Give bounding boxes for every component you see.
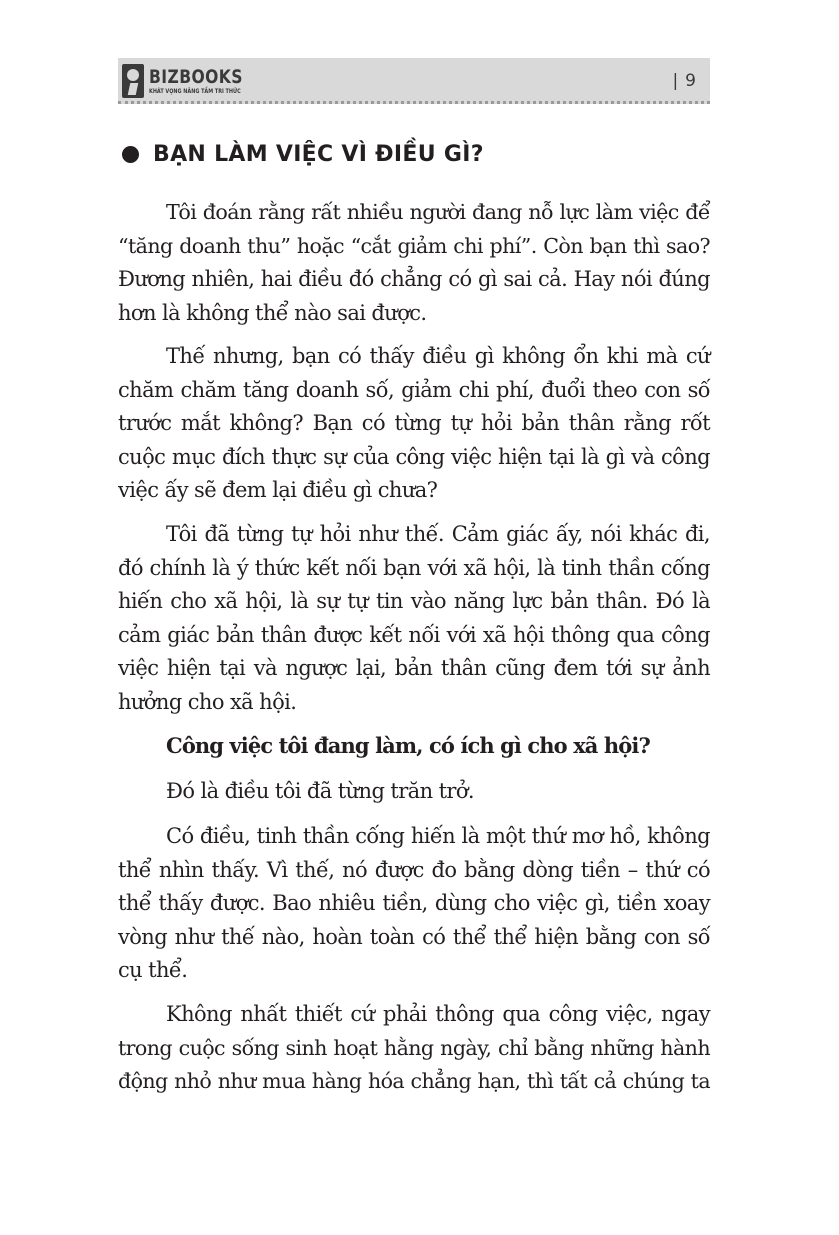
page-number — [672, 71, 696, 91]
text-line: Không nhất thiết cứ phải thông qua công việc, ngay — [166, 1002, 710, 1026]
text-line: việc hiện tại và ngược lại, bản thân cũng đem tới sự ảnh — [118, 656, 710, 680]
text-line: hơn là không thể nào sai được. — [118, 300, 427, 325]
text-line: Đương nhiên, hai điều đó chẳng có gì sai cả. Hay nói đúng — [118, 267, 710, 291]
text-line: hiến cho xã hội, là sự tự tin vào năng lực bản thân. Đó là — [118, 589, 710, 613]
text-line: hưởng cho xã hội. — [118, 689, 297, 714]
section-title: BẠN LÀM VIỆC VÌ ĐIỀU GÌ? — [153, 141, 484, 167]
page-number-value: 9 — [685, 71, 696, 91]
paragraph-5: Đó là điều tôi đã từng trăn trở. — [166, 779, 474, 803]
text-line: thể nhìn thấy. Vì thế, nó được đo bằng dòng tiền – thứ có — [118, 857, 710, 882]
text-line: trước mắt không? Bạn có từng tự hỏi bản thân rằng rốt — [118, 411, 710, 435]
text-line: “tăng doanh thu” hoặc “cắt giảm chi phí”. Còn bạn thì sao? — [118, 233, 710, 258]
text-line: cuộc mục đích thực sự của công việc hiện tại là gì và công — [118, 444, 710, 469]
running-header — [118, 58, 710, 104]
logo-emblem-icon — [122, 64, 144, 98]
text-line: chăm chăm tăng doanh số, giảm chi phí, đuổi theo con số — [118, 377, 710, 402]
paragraph-1 — [118, 196, 710, 330]
text-line: động nhỏ như mua hàng hóa chẳng hạn, thì tất cả chúng ta — [118, 1069, 710, 1093]
text-line: cảm giác bản thân được kết nối với xã hội thông qua công — [118, 622, 710, 647]
text-line: Tôi đã từng tự hỏi như thế. Cảm giác ấy, nói khác đi, — [166, 522, 710, 546]
text-line: Thế nhưng, bạn có thấy điều gì không ổn khi mà cứ — [166, 344, 710, 368]
page-number-separator: | — [672, 71, 679, 91]
paragraph-2 — [118, 340, 710, 508]
publisher-logo — [122, 62, 264, 100]
text-line: Tôi đoán rằng rất nhiều người đang nỗ lực làm việc để — [166, 200, 710, 224]
text-line: Có điều, tinh thần cống hiến là một thứ mơ hồ, không — [166, 824, 710, 848]
bullet-icon — [122, 146, 139, 163]
brand-name: BIZBOOKS — [149, 65, 243, 88]
text-line: thể thấy được. Bao nhiêu tiền, dùng cho việc gì, tiền xoay — [118, 891, 710, 915]
text-line: trong cuộc sống sinh hoạt hằng ngày, chỉ bằng những hành — [118, 1035, 710, 1060]
emphasis-question: Công việc tôi đang làm, có ích gì cho xã hội? — [166, 733, 650, 758]
text-line: việc ấy sẽ đem lại điều gì chưa? — [118, 478, 438, 502]
text-line: cụ thể. — [118, 958, 188, 982]
paragraph-7 — [118, 998, 710, 1099]
brand-tagline: KHÁT VỌNG NÂNG TẦM TRI THỨC — [149, 87, 241, 95]
section-heading — [122, 137, 484, 171]
paragraph-3 — [118, 518, 710, 719]
text-line: vòng như thế nào, hoàn toàn có thể thể hiện bằng con số — [118, 924, 710, 949]
text-line: đó chính là ý thức kết nối bạn với xã hội, là tinh thần cống — [118, 555, 710, 580]
paragraph-6 — [118, 820, 710, 988]
